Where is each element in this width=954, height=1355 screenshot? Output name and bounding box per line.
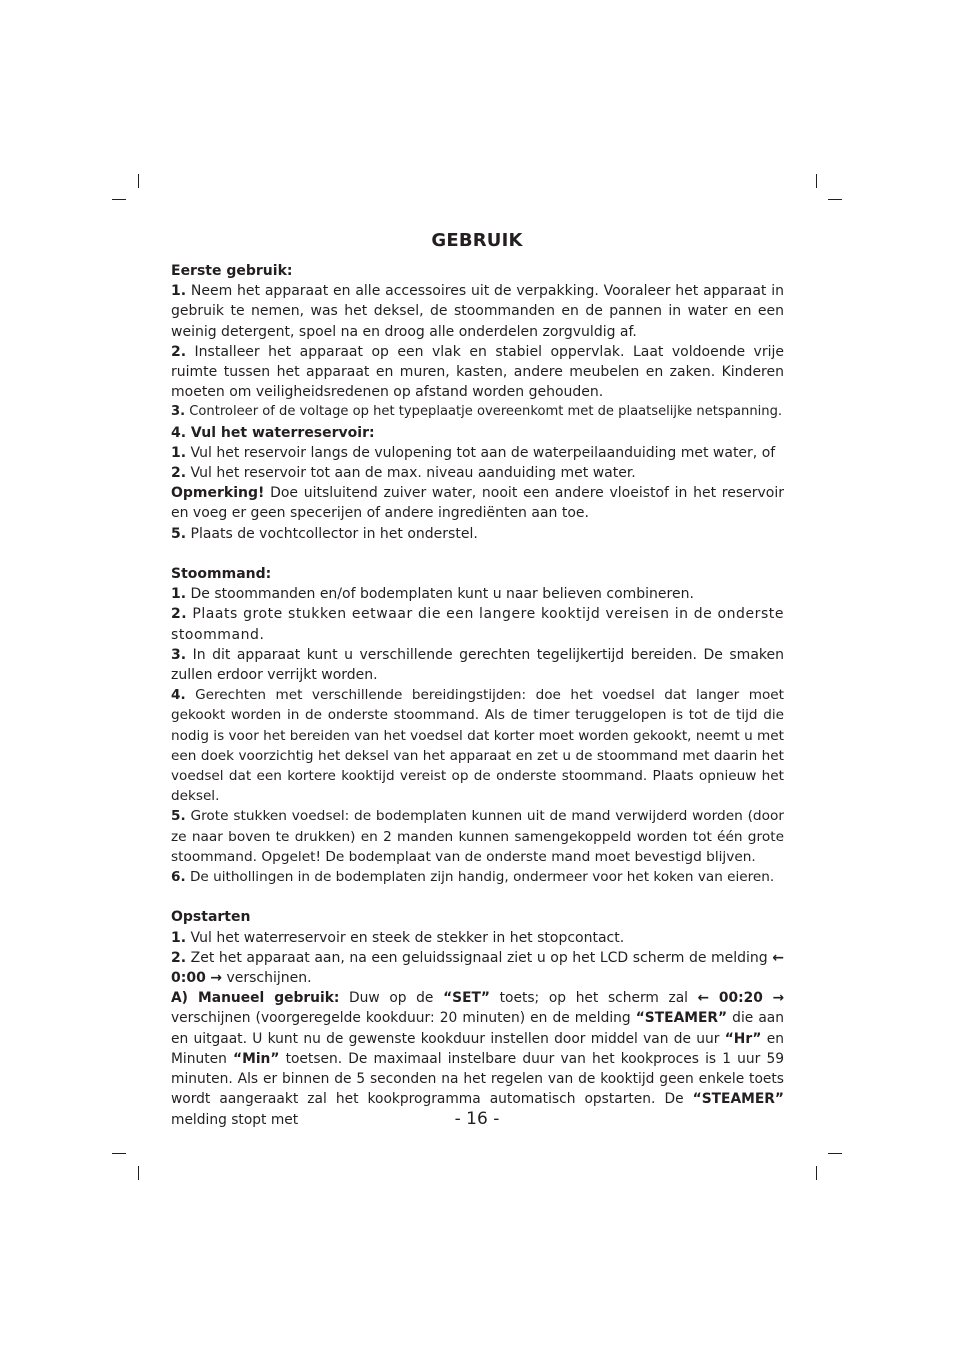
- item-text: Plaats grote stukken eetwaar die een langere kooktijd vereisen in de onderste stoommand.: [171, 606, 784, 643]
- item-text: toets; op het scherm zal: [489, 990, 698, 1007]
- item-number: 3.: [171, 646, 187, 663]
- item-number: 5.: [171, 525, 187, 542]
- paragraph: [171, 645, 784, 685]
- item-number: 4.: [171, 687, 186, 704]
- min-key-label: “Min”: [233, 1050, 280, 1067]
- item-text: Vul het reservoir langs de vulopening tot aan de waterpeilaanduiding met water, of: [186, 444, 776, 461]
- spacer: [171, 544, 784, 564]
- spacer: [171, 887, 784, 907]
- paragraph: [171, 806, 784, 867]
- hr-key-label: “Hr”: [724, 1030, 762, 1047]
- steamer-message: “STEAMER”: [692, 1091, 784, 1108]
- display-time: 0:00: [171, 970, 206, 987]
- crop-mark: [828, 199, 842, 200]
- item-text: Vul het waterreservoir en steek de stekker in het stopcontact.: [186, 929, 625, 946]
- crop-mark: [816, 174, 817, 188]
- item-number: 5.: [171, 808, 186, 825]
- item-text: verschijnen.: [222, 970, 312, 987]
- crop-mark: [138, 1166, 139, 1180]
- item-text: De uithollingen in de bodemplaten zijn handig, ondermeer voor het koken van eieren.: [185, 869, 775, 886]
- item-number: 1.: [171, 444, 187, 461]
- paragraph: [171, 524, 784, 544]
- item-number: 3.: [171, 404, 186, 420]
- section-heading-steam-basket: Stoommand:: [171, 566, 272, 583]
- item-text: verschijnen (voorgeregelde kookduur: 20 minuten) en de melding: [171, 1010, 636, 1027]
- arrow-left-icon: ←: [697, 990, 710, 1007]
- paragraph: [171, 948, 784, 988]
- item-text: Zet het apparaat aan, na een geluidssignaal ziet u op het LCD scherm de melding: [186, 949, 773, 966]
- note-text: Doe uitsluitend zuiver water, nooit een andere vloeistof in het reservoir en voeg er geen specerijen of andere ingrediënten aan toe.: [171, 485, 784, 522]
- item-text: Installeer het apparaat op een vlak en stabiel oppervlak. Laat voldoende vrije ruimte tussen het apparaat en muren, kasten, andere meubelen en zaken. Kinderen moeten om veiligheidsredenen op afstand worden gehouden.: [171, 343, 784, 401]
- display-time: 00:20: [718, 990, 763, 1007]
- item-number: 2.: [171, 465, 187, 482]
- item-text: Plaats de vochtcollector in het onderstel.: [186, 525, 478, 542]
- paragraph: [171, 281, 784, 342]
- paragraph: [171, 584, 784, 604]
- paragraph: [171, 443, 784, 463]
- arrow-right-icon: →: [210, 970, 223, 987]
- subsection-heading: 4. Vul het waterreservoir:: [171, 424, 375, 441]
- paragraph: [171, 463, 784, 483]
- item-text: en Minuten: [171, 1030, 784, 1067]
- crop-mark: [816, 1166, 817, 1180]
- section-heading-first-use: Eerste gebruik:: [171, 263, 293, 279]
- item-text: Controleer of de voltage op het typeplaatje overeenkomt met de plaatselijke netspanning.: [185, 404, 783, 420]
- item-text: In dit apparaat kunt u verschillende gerechten tegelijkertijd bereiden. De smaken zullen erdoor verrijkt worden.: [171, 646, 784, 684]
- page-number: - 16 -: [454, 1109, 500, 1129]
- item-number: 1.: [171, 929, 187, 946]
- item-text: toetsen. De maximaal instelbare duur van het kookproces is 1 uur 59 minuten. Als er binnen de 5 seconden na het regelen van de kooktijd geen enkele toets wordt aangeraakt zal het kookprogramma automatisch opstarten. De: [171, 1050, 785, 1108]
- item-number: 6.: [171, 869, 186, 886]
- item-number: 1.: [171, 283, 187, 300]
- section-heading-startup: Opstarten: [171, 909, 251, 926]
- item-number: 2.: [171, 606, 188, 623]
- item-text: die aan en uitgaat. U kunt nu de gewenste kookduur instellen door middel van de uur: [171, 1010, 784, 1047]
- crop-mark: [112, 1153, 126, 1154]
- item-number: 2.: [171, 949, 187, 966]
- paragraph: [171, 867, 784, 887]
- item-number: 1.: [171, 586, 187, 603]
- item-text: Gerechten met verschillende bereidingstijden: doe het voedsel dat langer moet gekookt worden in de onderste stoommand. Als de timer teruggelopen is tot de tijd die nodig is voor het bereiden van het voedsel dat korter moet worden gekookt, neemt u met een doek voorzichtig het deksel van het apparaat en zet u de stoommand met daarin het voedsel dat een kortere kooktijd vereist op de onderste stoommand. Plaats opnieuw het deksel.: [171, 687, 784, 805]
- item-text: Neem het apparaat en alle accessoires uit de verpakking. Vooraleer het apparaat in gebruik te nemen, was het deksel, de stoommanden en de pannen in water en een weinig detergent, spoel na en droog alle onderdelen zorgvuldig af.: [171, 283, 784, 340]
- paragraph: [171, 685, 784, 806]
- steamer-message: “STEAMER”: [635, 1010, 728, 1027]
- item-text: De stoommanden en/of bodemplaten kunt u naar believen combineren.: [186, 586, 694, 603]
- arrow-left-icon: ←: [772, 949, 784, 966]
- paragraph: [171, 928, 784, 948]
- note-label: Opmerking!: [171, 485, 265, 502]
- item-text: Vul het reservoir tot aan de max. niveau aanduiding met water.: [186, 465, 636, 482]
- manual-label: A) Manueel gebruik:: [171, 990, 340, 1007]
- paragraph: [171, 402, 784, 422]
- crop-mark: [828, 1153, 842, 1154]
- item-text: melding stopt met: [171, 1111, 299, 1128]
- crop-mark: [112, 199, 126, 200]
- paragraph: [171, 483, 784, 523]
- crop-mark: [138, 174, 139, 188]
- arrow-right-icon: →: [772, 990, 784, 1007]
- set-key-label: “SET”: [443, 990, 490, 1007]
- page-title: GEBRUIK: [431, 230, 523, 251]
- item-number: 2.: [171, 343, 187, 360]
- item-text: Grote stukken voedsel: de bodemplaten kunnen uit de mand verwijderd worden (door ze naar boven te drukken) en 2 manden kunnen samengekoppeld worden tot één grote stoommand. Opgelet! De bodemplaat van de onderste mand moet bevestigd blijven.: [171, 808, 784, 865]
- paragraph: [171, 342, 784, 403]
- paragraph: [171, 604, 784, 644]
- item-text: Duw op de: [339, 990, 444, 1007]
- document-body: [171, 261, 784, 1130]
